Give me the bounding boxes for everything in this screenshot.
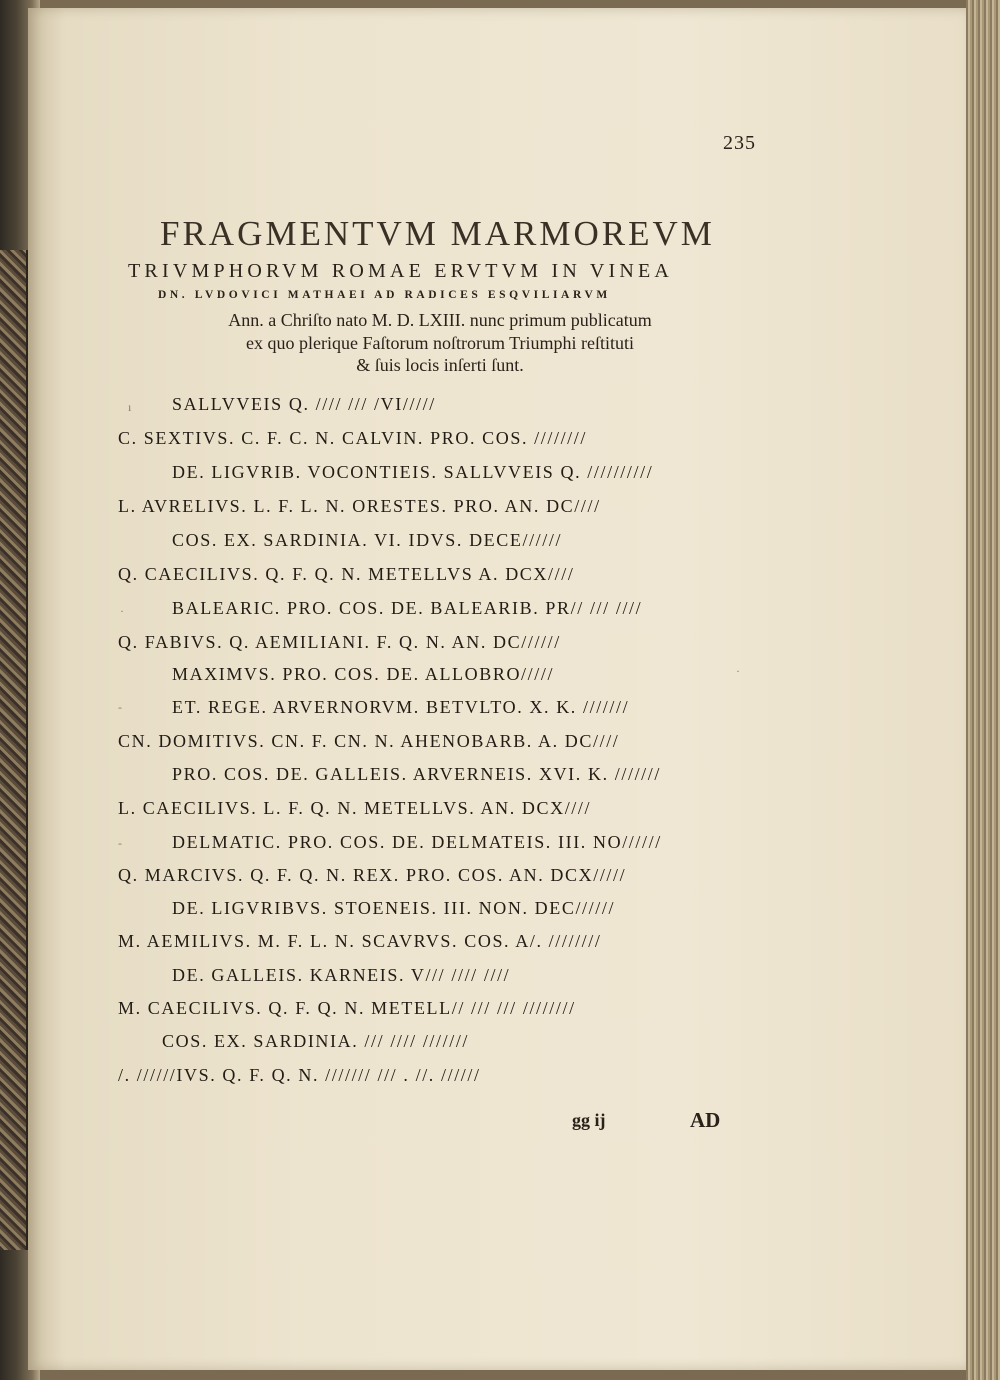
- inscription-line: COS. EX. SARDINIA. VI. IDVS. DECE//////: [172, 530, 563, 550]
- catchword: AD: [690, 1108, 721, 1132]
- inscription-line: DE. GALLEIS. KARNEIS. V/// //// ////: [172, 965, 511, 985]
- margin-mark: ·: [736, 664, 740, 678]
- inscription-line: MAXIMVS. PRO. COS. DE. ALLOBRO/////: [172, 664, 555, 684]
- inscription-line: C. SEXTIVS. C. F. C. N. CALVIN. PRO. COS. ////////: [118, 428, 587, 448]
- margin-mark: -: [118, 700, 122, 714]
- inscription-line: Q. CAECILIVS. Q. F. Q. N. METELLVS A. DCX////: [118, 564, 575, 584]
- inscription-line: DE. LIGVRIBVS. STOENEIS. III. NON. DEC//////: [172, 898, 616, 918]
- inscription-line: Q. FABIVS. Q. AEMILIANI. F. Q. N. AN. DC//////: [118, 632, 561, 652]
- inscription-line: PRO. COS. DE. GALLEIS. ARVERNEIS. XVI. K. ///////: [172, 764, 661, 784]
- page-edges: [966, 0, 1000, 1380]
- subtitle-line-1: TRIVMPHORVM ROMAE ERVTVM IN VINEA: [128, 260, 674, 282]
- inscription-line: BALEARIC. PRO. COS. DE. BALEARIB. PR// /// ////: [172, 598, 643, 618]
- margin-mark: -: [118, 836, 122, 850]
- inscription-line: CN. DOMITIVS. CN. F. CN. N. AHENOBARB. A. DC////: [118, 731, 620, 751]
- subtitle-line-2: DN. LVDOVICI MATHAEI AD RADICES ESQVILIARVM: [158, 289, 611, 301]
- inscription-line: DELMATIC. PRO. COS. DE. DELMATEIS. III. NO//////: [172, 832, 662, 852]
- signature-mark: gg ij: [572, 1110, 606, 1130]
- intro-line: & ſuis locis inſerti ſunt.: [356, 355, 524, 375]
- inscription-line: COS. EX. SARDINIA. /// //// ///////: [162, 1031, 470, 1051]
- inscription-line: L. AVRELIVS. L. F. L. N. ORESTES. PRO. AN. DC////: [118, 496, 601, 516]
- inscription-line: M. AEMILIVS. M. F. L. N. SCAVRVS. COS. A/. ////////: [118, 931, 602, 951]
- inscription-line: L. CAECILIVS. L. F. Q. N. METELLVS. AN. DCX////: [118, 798, 592, 818]
- inscription-line: SALLVVEIS Q. //// /// /VI/////: [172, 394, 436, 414]
- page-title: FRAGMENTVM MARMOREVM: [160, 214, 715, 253]
- margin-mark: ·: [120, 604, 124, 618]
- page-number: 235: [723, 132, 756, 154]
- inscription-line: M. CAECILIVS. Q. F. Q. N. METELL// /// /// ////////: [118, 998, 576, 1018]
- intro-line: ex quo plerique Faſtorum noſtrorum Triumphi reſtituti: [246, 333, 634, 353]
- margin-mark: ı: [128, 400, 132, 414]
- inscription-line: /. //////IVS. Q. F. Q. N. /////// /// . //. //////: [118, 1065, 481, 1085]
- inscription-line: Q. MARCIVS. Q. F. Q. N. REX. PRO. COS. AN. DCX/////: [118, 865, 627, 885]
- inscription-line: ET. REGE. ARVERNORVM. BETVLTO. X. K. ///////: [172, 697, 630, 717]
- facing-page-engraving: [0, 250, 28, 1250]
- inscription-line: DE. LIGVRIB. VOCONTIEIS. SALLVVEIS Q. //////////: [172, 462, 654, 482]
- book-page: [28, 8, 966, 1370]
- intro-line: Ann. a Chriſto nato M. D. LXIII. nunc primum publicatum: [228, 310, 652, 330]
